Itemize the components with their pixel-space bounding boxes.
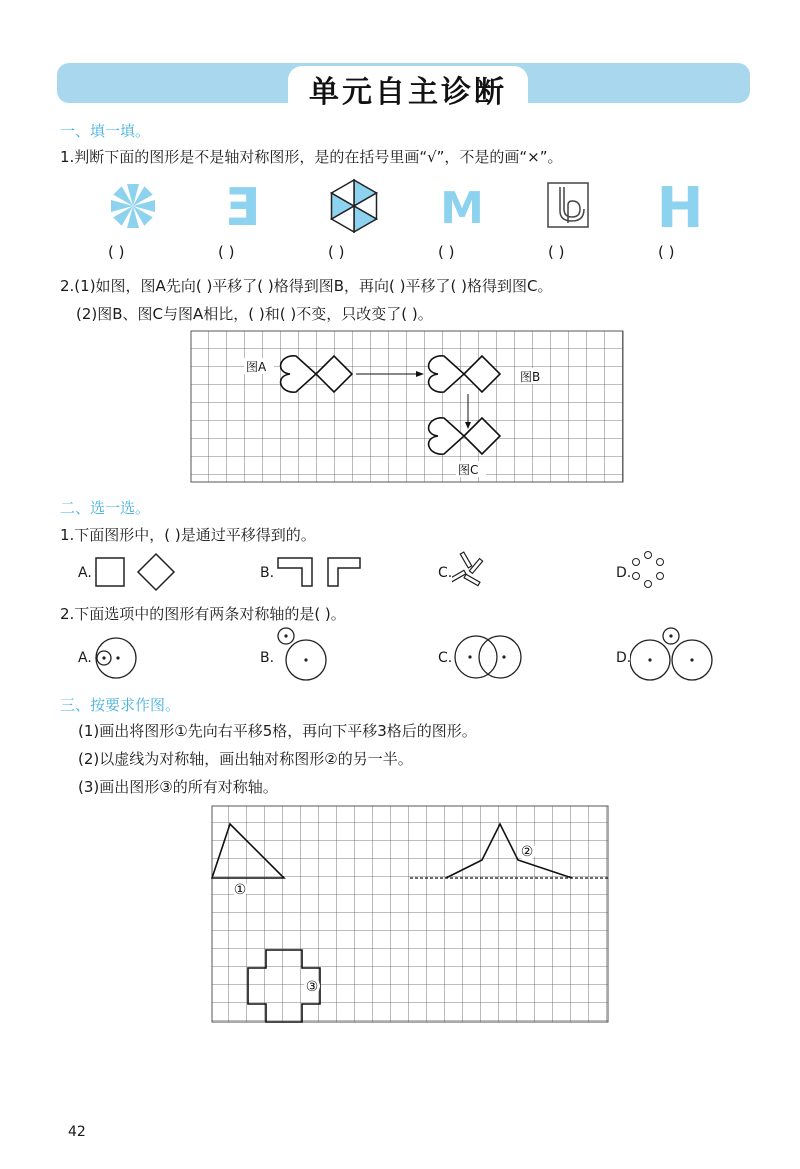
label-figure-b: 图B [520,370,541,384]
figure-1-label: ① [233,882,247,898]
answer-blank-6[interactable]: ( ) [658,243,675,261]
figure-3-label: ③ [305,979,319,995]
letter-h-shape: H [656,176,704,237]
option-2-1-d-figure [628,550,668,590]
letter-three-shape: Ǝ [224,178,260,237]
answer-blank-5[interactable]: ( ) [548,243,565,261]
option-2-2-c-label[interactable]: C. [438,650,453,666]
option-2-2-d-label[interactable]: D. [616,650,632,666]
question-1-1-text: 1.判断下面的图形是不是轴对称图形，是的在括号里画“√”，不是的画“×”。 [60,148,563,166]
page-title: 单元自主诊断 [309,75,507,110]
pinwheel-icon [111,184,155,228]
section-heading-choose: 二、选一选。 [60,499,151,517]
answer-blank-4[interactable]: ( ) [438,243,455,261]
translation-grid [190,330,630,485]
label-figure-c: 图C [458,463,479,477]
option-2-1-b-label[interactable]: B. [260,565,275,581]
page-number: 42 [68,1124,86,1140]
section-heading-draw: 三、按要求作图。 [60,696,181,714]
question-1-2-line2: (2)图B、图C与图A相比，( )和( )不变，只改变了( )。 [76,305,433,323]
option-2-2-a-figure [92,634,142,684]
option-2-1-a-label[interactable]: A. [78,565,92,581]
label-figure-a: 图A [246,360,267,374]
option-2-1-c-label[interactable]: C. [438,565,453,581]
answer-blank-1[interactable]: ( ) [108,243,125,261]
option-2-2-c-figure [454,632,524,682]
option-2-1-d-label[interactable]: D. [616,565,632,581]
option-2-2-a-label[interactable]: A. [78,650,92,666]
question-2-1-text: 1.下面图形中，( )是通过平移得到的。 [60,526,316,544]
option-2-2-b-label[interactable]: B. [260,650,275,666]
answer-blank-3[interactable]: ( ) [328,243,345,261]
instruction-3-2: (2)以虚线为对称轴，画出轴对称图形②的另一半。 [78,750,413,768]
option-2-2-b-figure [276,626,336,684]
option-2-1-b-figure [276,552,376,592]
title-box [288,66,528,112]
instruction-3-3: (3)画出图形③的所有对称轴。 [78,778,278,796]
spiral-square-icon [548,183,588,227]
instruction-3-1: (1)画出将图形①先向右平移5格，再向下平移3格后的图形。 [78,722,477,740]
option-2-1-a-figure [94,552,194,592]
answer-blank-2[interactable]: ( ) [218,243,235,261]
letter-m-shape: M [440,183,484,234]
question-1-2-line1: 2.(1)如图，图A先向( )平移了( )格得到图B，再向( )平移了( )格得到图C。 [60,277,553,295]
question-2-2-text: 2.下面选项中的图形有两条对称轴的是( )。 [60,605,346,623]
figure-2-label: ② [520,844,534,860]
section-heading-fill-in: 一、填一填。 [60,122,151,140]
option-2-1-c-figure [452,550,492,590]
symmetry-figures-row [100,175,720,237]
hexagon-icon [332,180,377,232]
drawing-grid [210,804,610,1028]
option-2-2-d-figure [630,626,716,684]
